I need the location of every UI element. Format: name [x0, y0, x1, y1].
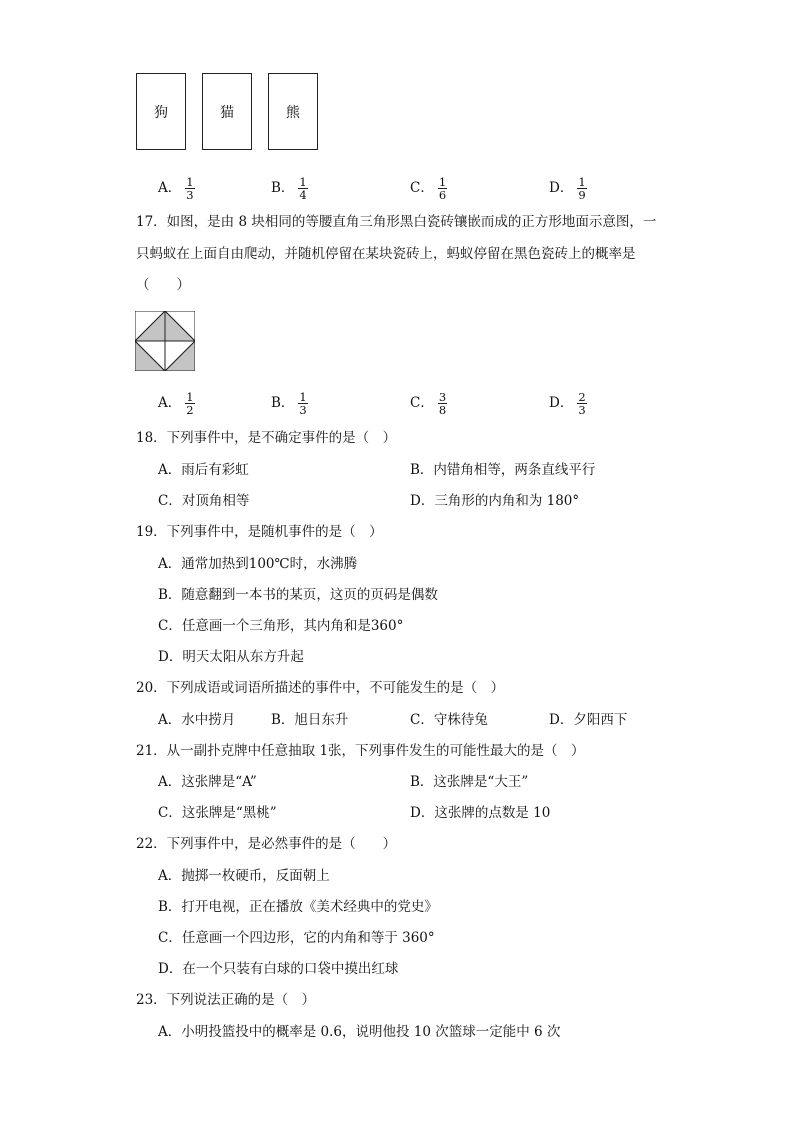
q18-option-a: A．雨后有彩虹 — [158, 462, 249, 478]
card-bear — [268, 73, 318, 150]
q19-option-c: C．任意画一个三角形，其内角和是360° — [158, 618, 404, 634]
tile-figure — [135, 311, 195, 371]
q22-option-d: D．在一个只装有白球的口袋中摸出红球 — [158, 961, 399, 977]
q18-option-d: D．三角形的内角和为 180° — [410, 493, 580, 509]
q17-option-d: D． $\frac{2}{3}$ — [549, 390, 586, 418]
q16-option-a: A． $\frac{1}{3}$ — [158, 175, 194, 203]
q21-stem: 21．从一副扑克牌中任意抽取 1张，下列事件发生的可能性最大的是（ ） — [136, 743, 585, 759]
fraction: $\frac{1}{3}$ — [299, 390, 307, 418]
q16-option-c: C． $\frac{1}{6}$ — [410, 175, 447, 203]
fraction: $\frac{2}{3}$ — [578, 390, 586, 418]
q22-stem: 22．下列事件中，是必然事件的是（ ） — [136, 836, 397, 852]
card-label: 狗 — [154, 104, 168, 121]
q16-option-d: D． $\frac{1}{9}$ — [549, 175, 586, 203]
q20-option-a: A．水中捞月 — [158, 712, 236, 728]
q18-option-b: B．内错角相等，两条直线平行 — [410, 462, 596, 478]
q22-option-c: C．任意画一个四边形，它的内角和等于 360° — [158, 930, 435, 946]
card-dog — [136, 73, 186, 150]
q20-option-c: C．守株待兔 — [410, 712, 488, 728]
q23-stem: 23．下列说法正确的是（ ） — [136, 992, 316, 1008]
fraction: $\frac{1}{3}$ — [186, 175, 194, 203]
q21-option-c: C．这张牌是“黑桃” — [158, 805, 277, 821]
q20-option-d: D．夕阳西下 — [549, 712, 628, 728]
q19-option-b: B．随意翻到一本书的某页，这页的页码是偶数 — [158, 587, 438, 603]
q20-option-b: B．旭日东升 — [271, 712, 349, 728]
q19-option-a: A．通常加热到100℃时，水沸腾 — [158, 556, 358, 572]
card-label: 熊 — [286, 104, 300, 121]
q17-option-a: A． $\frac{1}{2}$ — [158, 390, 194, 418]
q19-stem: 19．下列事件中，是随机事件的是（ ） — [136, 524, 383, 540]
fraction: $\frac{1}{4}$ — [299, 175, 307, 203]
q17-stem-line3: （ ） — [136, 277, 190, 293]
q17-stem-line2: 只蚂蚁在上面自由爬动，并随机停留在某块瓷砖上，蚂蚁停留在黑色瓷砖上的概率是 — [136, 246, 636, 262]
q22-option-a: A．抛掷一枚硬币，反面朝上 — [158, 868, 330, 884]
card-cat — [202, 73, 252, 150]
q23-option-a: A．小明投篮投中的概率是 0.6，说明他投 10 次篮球一定能中 6 次 — [158, 1024, 561, 1040]
q17-option-c: C． $\frac{3}{8}$ — [410, 390, 447, 418]
fraction: $\frac{3}{8}$ — [438, 390, 447, 418]
fraction: $\frac{1}{9}$ — [578, 175, 586, 203]
q18-option-c: C．对顶角相等 — [158, 493, 250, 509]
q17-stem-line1: 17．如图，是由 8 块相同的等腰直角三角形黑白瓷砖镶嵌而成的正方形地面示意图，一 — [136, 214, 657, 230]
card-label: 猫 — [220, 104, 234, 121]
q19-option-d: D．明天太阳从东方升起 — [158, 649, 304, 665]
q17-option-b: B． $\frac{1}{3}$ — [271, 390, 307, 418]
q22-option-b: B．打开电视，正在播放《美术经典中的党史》 — [158, 899, 438, 915]
q21-option-a: A．这张牌是“A” — [158, 774, 257, 790]
q16-option-b: B． $\frac{1}{4}$ — [271, 175, 307, 203]
q21-option-d: D．这张牌的点数是 10 — [410, 805, 551, 821]
q18-stem: 18．下列事件中，是不确定事件的是（ ） — [136, 430, 397, 446]
fraction: $\frac{1}{2}$ — [186, 390, 194, 418]
fraction: $\frac{1}{6}$ — [438, 175, 447, 203]
q21-option-b: B．这张牌是“大王” — [410, 774, 529, 790]
q20-stem: 20．下列成语或词语所描述的事件中，不可能发生的是（ ） — [136, 680, 505, 696]
